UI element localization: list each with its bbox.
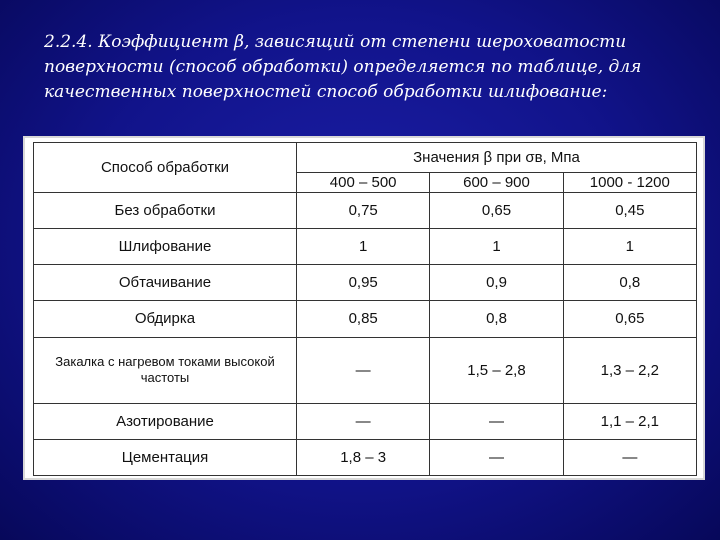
value-cell: —	[297, 403, 430, 439]
table-row	[34, 301, 697, 337]
range-header: 600 – 900	[430, 173, 563, 193]
method-cell: Азотирование	[34, 403, 297, 439]
method-cell: Без обработки	[34, 193, 297, 229]
value-cell: 1,1 – 2,1	[563, 403, 696, 439]
value-cell: 0,95	[297, 265, 430, 301]
slide-heading: 2.2.4. Коэффициент β, зависящий от степени шероховатости поверхности (способ обработки) определяется по таблице, для качественных поверхностей способ обработки шлифование:	[44, 32, 642, 102]
table-row	[34, 337, 697, 403]
value-cell: 0,9	[430, 265, 563, 301]
value-cell: 1,3 – 2,2	[563, 337, 696, 403]
method-cell: Закалка с нагревом токами высокой частоты	[34, 337, 297, 403]
value-cell: —	[430, 439, 563, 475]
table-row	[34, 439, 697, 475]
method-cell: Шлифование	[34, 229, 297, 265]
value-cell: —	[563, 439, 696, 475]
value-cell: 1	[563, 229, 696, 265]
values-column-header: Значения β при σв, Мпа	[297, 143, 697, 173]
value-cell: —	[430, 403, 563, 439]
range-header: 400 – 500	[297, 173, 430, 193]
method-cell: Цементация	[34, 439, 297, 475]
value-cell: 0,65	[563, 301, 696, 337]
value-cell: —	[297, 337, 430, 403]
value-cell: 0,85	[297, 301, 430, 337]
method-column-header: Способ обработки	[34, 143, 297, 193]
method-cell: Обтачивание	[34, 265, 297, 301]
table-row	[34, 403, 697, 439]
value-cell: 0,45	[563, 193, 696, 229]
value-cell: 1	[430, 229, 563, 265]
range-header: 1000 - 1200	[563, 173, 696, 193]
method-cell: Обдирка	[34, 301, 297, 337]
value-cell: 1,8 – 3	[297, 439, 430, 475]
value-cell: 1,5 – 2,8	[430, 337, 563, 403]
value-cell: 1	[297, 229, 430, 265]
value-cell: 0,8	[430, 301, 563, 337]
table-row	[34, 265, 697, 301]
value-cell: 0,75	[297, 193, 430, 229]
table-row	[34, 193, 697, 229]
value-cell: 0,65	[430, 193, 563, 229]
coefficient-table-container	[23, 136, 705, 480]
table-row	[34, 229, 697, 265]
coefficient-table	[33, 142, 697, 476]
value-cell: 0,8	[563, 265, 696, 301]
